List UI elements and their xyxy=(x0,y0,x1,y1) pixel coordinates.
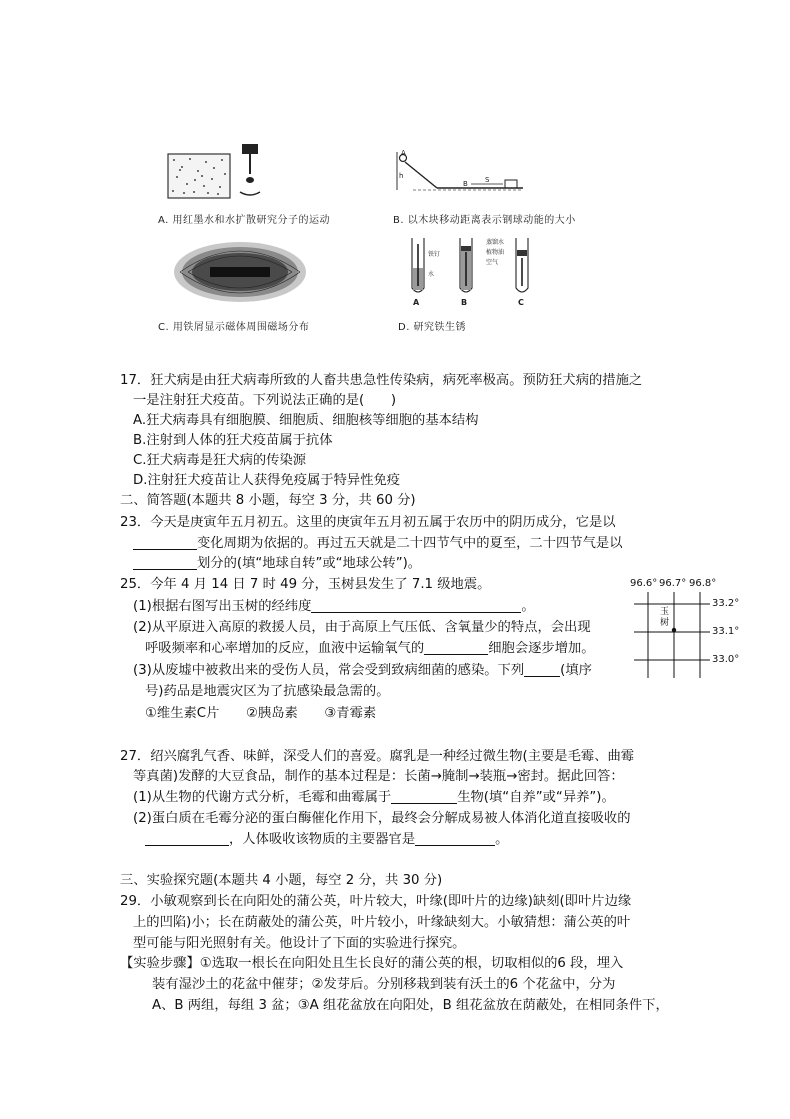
q25-part-3a-text: (3)从废墟中被救出来的受伤人员，常会受到致病细菌的感染。下列 xyxy=(133,663,525,678)
figure-c-magnet xyxy=(170,238,310,306)
figure-b-block xyxy=(505,180,517,188)
figure-d-label-tube-a: A xyxy=(413,298,420,307)
q17-option-c: C.狂犬病毒是狂犬病的传染源 xyxy=(133,453,307,468)
figure-a-beaker xyxy=(168,154,230,198)
q25-part-3b: 号)药品是地震灾区为了抗感染最急需的。 xyxy=(145,684,390,699)
figure-b-caption: B. 以木块移动距离表示钢球动能的大小 xyxy=(393,215,576,226)
map-lon-1: 96.6° xyxy=(630,578,658,589)
q29-line-5: 装有湿沙土的花盆中催芽；②发芽后。分别移栽到装有沃土的6 个花盆中，分为 xyxy=(152,977,616,992)
q25-part-2b-text: 呼吸频率和心率增加的反应，血液中运输氧气的 xyxy=(145,641,425,656)
q27-part-1 xyxy=(133,788,615,807)
q25-part-3a xyxy=(133,661,592,680)
figure-c-caption: C. 用铁屑显示磁体周围磁场分布 xyxy=(158,322,310,333)
figure-c-bar-magnet xyxy=(210,267,270,277)
map-lat-1: 33.2° xyxy=(712,598,740,609)
q25-choices: ①维生素C片 ②胰岛素 ③青霉素 xyxy=(145,706,377,721)
q25-part-2b xyxy=(145,639,595,658)
q23-line-1: 23．今天是庚寅年五月初五。这里的庚寅年五月初五属于农历中的阴历成分，它是以 xyxy=(120,515,616,530)
latlon-grid-map xyxy=(634,592,712,680)
q23-blank-2[interactable] xyxy=(133,555,197,570)
figure-b-label-a: A xyxy=(401,149,406,157)
figure-a-diffusion xyxy=(160,140,310,202)
q27-part-2b-text: ，人体吸收该物质的主要器官是 xyxy=(229,832,416,847)
q29-line-2: 上的凹陷)小；长在荫蔽处的蒲公英，叶片较小，叶缘缺刻大。小敏猜想：蒲公英的叶 xyxy=(133,915,631,930)
figure-a-caption: A. 用红墨水和水扩散研究分子的运动 xyxy=(158,215,331,226)
q25-part-2a: (2)从平原进入高原的救援人员，由于高原上气压低、含氧量少的特点，会出现 xyxy=(133,620,591,635)
section-3-heading: 三、实验探究题(本题共 4 小题，每空 2 分，共 30 分) xyxy=(120,873,443,888)
q27-part-1-end: 生物(填“自养”或“异养”)。 xyxy=(457,790,615,805)
q23-line-2-text: 变化周期为依据的。再过五天就是二十四节气中的夏至，二十四节气是以 xyxy=(197,536,623,551)
q25-part-1-end: 。 xyxy=(521,599,535,614)
q23-line-3-text: 划分的(填“地球自转”或“地球公转”)。 xyxy=(197,556,422,571)
q17-option-b: B.注射到人体的狂犬疫苗属于抗体 xyxy=(133,433,333,448)
q29-line-3: 型可能与阳光照射有关。他设计了下面的实验进行探究。 xyxy=(133,936,466,951)
figure-d-test-tubes xyxy=(398,232,538,308)
map-place-2: 树 xyxy=(660,618,670,628)
figure-d-label-dry: 蒸馏水 xyxy=(486,239,505,246)
q29-line-1: 29．小敏观察到长在向阳处的蒲公英，叶片较大，叶缘(即叶片的边缘)缺刻(即叶片边缘 xyxy=(120,894,632,909)
q17-line-1: 17．狂犬病是由狂犬病毒所致的人畜共患急性传染病，病死率极高。预防狂犬病的措施之 xyxy=(120,373,643,388)
q27-part-1-text: (1)从生物的代谢方式分析，毛霉和曲霉属于 xyxy=(133,790,392,805)
q27-blank-3[interactable] xyxy=(415,831,495,846)
figure-b-ramp xyxy=(393,148,533,198)
q27-part-2b xyxy=(145,830,508,849)
q27-part-2a: (2)蛋白质在毛霉分泌的蛋白酶催化作用下，最终会分解成易被人体消化道直接吸收的 xyxy=(133,811,631,826)
map-lon-3: 96.8° xyxy=(689,578,717,589)
map-lon-2: 96.7° xyxy=(659,578,687,589)
map-yushu-marker xyxy=(672,628,676,632)
q27-line-1: 27．绍兴腐乳气香、味鲜，深受人们的喜爱。腐乳是一种经过微生物(主要是毛霉、曲霉 xyxy=(120,749,635,764)
figure-b-label-s: S xyxy=(485,176,490,184)
figure-d-label-nail: 铁钉 xyxy=(428,251,441,258)
q17-option-a: A.狂犬病毒具有细胞膜、细胞质、细胞核等细胞的基本结构 xyxy=(133,413,479,428)
q29-line-6: A、B 两组，每组 3 盆；③A 组花盆放在向阳处，B 组花盆放在荫蔽处，在相同条件下， xyxy=(152,998,669,1013)
q17-line-2: 一是注射狂犬疫苗。下列说法正确的是( ) xyxy=(133,393,397,408)
figure-a-drop xyxy=(246,177,254,183)
q25-part-1 xyxy=(133,597,535,616)
figure-d-label-oil: 植物油 xyxy=(486,249,505,256)
q25-part-2b-end: 细胞会逐步增加。 xyxy=(488,641,595,656)
q25-part-3a-end: (填序 xyxy=(560,663,592,678)
q27-blank-2[interactable] xyxy=(145,831,229,846)
q23-line-3 xyxy=(133,554,421,573)
figure-d-label-tube-b: B xyxy=(461,298,468,307)
q25-line-1: 25．今年 4 月 14 日 7 时 49 分，玉树县发生了 7.1 级地震。 xyxy=(120,577,491,592)
map-lat-3: 33.0° xyxy=(712,654,740,665)
figure-d-caption: D. 研究铁生锈 xyxy=(398,322,467,333)
q23-line-2 xyxy=(133,534,623,553)
map-lat-2: 33.1° xyxy=(712,626,740,637)
q27-line-2: 等真菌)发酵的大豆食品，制作的基本过程是：长菌→腌制→装瓶→密封。据此回答： xyxy=(133,769,624,784)
q25-blank-2[interactable] xyxy=(424,640,488,655)
map-place-1: 玉 xyxy=(660,607,670,617)
q27-blank-1[interactable] xyxy=(391,789,457,804)
q23-blank-1[interactable] xyxy=(133,535,197,550)
figure-a-dropper-bulb xyxy=(242,144,258,154)
q25-blank-3[interactable] xyxy=(524,662,560,677)
q27-part-2b-end: 。 xyxy=(495,832,509,847)
q17-option-d: D.注射狂犬疫苗让人获得免疫属于特异性免疫 xyxy=(133,473,401,488)
q25-part-1-text: (1)根据右图写出玉树的经纬度 xyxy=(133,599,312,614)
section-2-heading: 二、简答题(本题共 8 小题，每空 3 分，共 60 分) xyxy=(120,493,416,508)
figure-b-label-b: B xyxy=(463,180,468,188)
figure-b-label-h: h xyxy=(399,172,404,180)
figure-d-label-tube-c: C xyxy=(518,298,524,307)
q25-blank-1[interactable] xyxy=(311,598,521,613)
figure-d-label-air: 空气 xyxy=(486,259,499,266)
figure-d-label-water: 水 xyxy=(428,271,435,278)
q29-line-4: 【实验步骤】①选取一根长在向阳处且生长良好的蒲公英的根，切取相似的6 段，埋入 xyxy=(120,956,624,971)
